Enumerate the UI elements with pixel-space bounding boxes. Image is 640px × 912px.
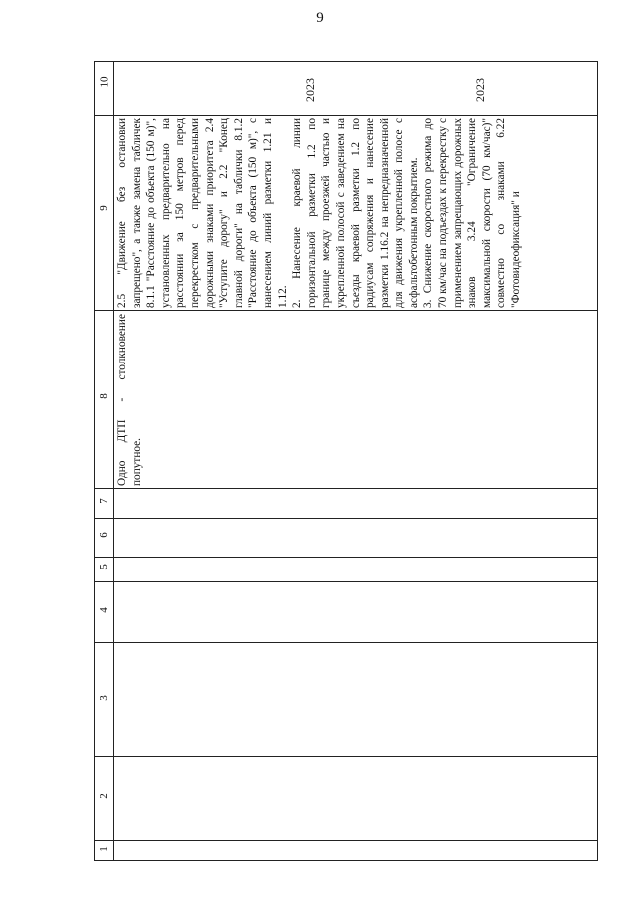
header-col-4-cell xyxy=(95,604,113,616)
header-col-9-label: 9 xyxy=(98,205,110,211)
header-col-2-label: 2 xyxy=(98,793,110,799)
row-sep-2-1 xyxy=(95,840,597,841)
page-number: 9 xyxy=(316,10,324,26)
row-sep-4-3 xyxy=(95,642,597,643)
header-col-10-label: 10 xyxy=(98,76,110,88)
measures-table-grid xyxy=(94,61,598,861)
col9-item-3: 3. Снижение скоростного режима до 70 км/час на подъездах к перекрестку с применением запрещающих дорожных знаков 3.24 "Ограничение максимальной скорости (70 км/час)" совместно со знаками 6.22 "Фотовидеофиксация" и xyxy=(422,118,523,308)
header-col-6-cell xyxy=(95,529,113,541)
header-col-4-label: 4 xyxy=(98,607,110,613)
col8-accident-description: Одно ДТП - столкновение попутное. xyxy=(116,314,143,486)
row-sep-7-6 xyxy=(95,518,597,519)
header-col-5-cell xyxy=(95,561,113,573)
header-col-7-label: 7 xyxy=(98,498,110,504)
header-col-6-label: 6 xyxy=(98,532,110,538)
header-col-9-cell xyxy=(95,202,113,214)
col9-item-1: 2.5 "Движение без остановки запрещено", а также замена табличек 8.1.1 "Расстояние до объекта (150 м)", установленных предварительно на расстоянии за 150 метров перед перекрестком с предварительными дорожными знаками приоритета 2.4 "Уступите дорогу" и 2.2 "Конец главной дороги" на таблички 8.1.2 "Расстояние до объекта (150 м)", с нанесением линий разметки 1.21 и 1.12. xyxy=(116,118,289,308)
row-sep-8-7 xyxy=(95,488,597,489)
col10-year-1: 2023 xyxy=(303,78,317,102)
header-col-1-label: 1 xyxy=(98,846,110,852)
header-col-8-label: 8 xyxy=(98,393,110,399)
col9-item-2: 2. Нанесение краевой линии горизонтальной разметки 1.2 по границе между проезжей частью и укрепленной полосой с заведением на съезды краевой разметки 1.2 по радиусам сопряжения и нанесение разметки 1.16.2 на непредназначенной для движения укрепленной полосе с асфальтобетонным покрытием. xyxy=(291,118,420,308)
header-col-1-cell xyxy=(95,843,113,855)
header-col-8-cell xyxy=(95,390,113,402)
row-sep-10-9-body xyxy=(113,115,597,116)
col10-year-2: 2023 xyxy=(473,78,487,102)
row-sep-6-5 xyxy=(95,557,597,558)
header-divider xyxy=(113,62,114,860)
col9-measures xyxy=(115,118,595,308)
header-col-3-cell xyxy=(95,692,113,704)
header-col-7-cell xyxy=(95,495,113,507)
row-sep-3-2 xyxy=(95,756,597,757)
row-sep-5-4 xyxy=(95,581,597,582)
header-col-3-label: 3 xyxy=(98,695,110,701)
row-sep-9-8 xyxy=(95,310,597,311)
header-col-10-cell xyxy=(95,76,113,88)
header-col-2-cell xyxy=(95,790,113,802)
header-col-5-label: 5 xyxy=(98,564,110,570)
row-sep-10-9 xyxy=(95,115,113,116)
